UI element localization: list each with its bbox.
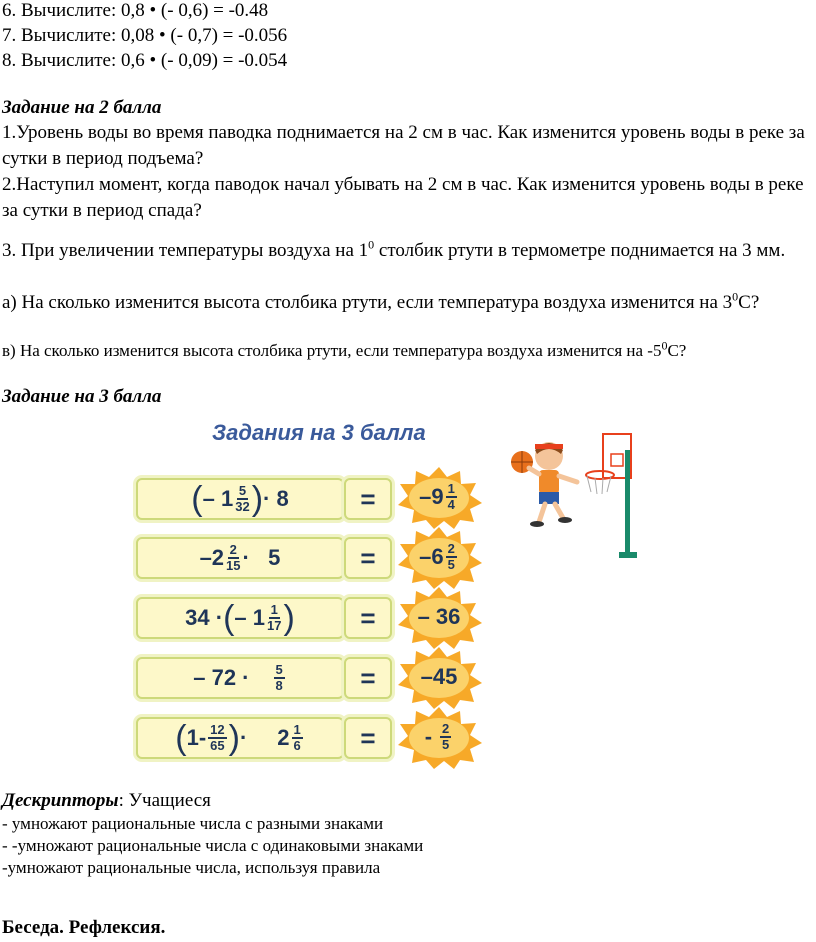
numerator: 1 <box>270 602 278 617</box>
denominator: 5 <box>442 737 450 752</box>
footer-title: Беседа. Рефлексия. <box>2 917 166 938</box>
numerator: 12 <box>210 722 225 737</box>
denominator: 32 <box>235 499 250 514</box>
pb-text: в) На сколько изменится высота столбика ртути, если температура воздуха изменится на -5 <box>2 341 662 360</box>
numerator: 1 <box>447 481 455 496</box>
left-paren: ( <box>223 599 235 637</box>
expr-dot: · <box>239 725 248 750</box>
expr-int-2: 2 <box>277 725 290 750</box>
answer-int: –6 <box>419 544 444 569</box>
numerator: 5 <box>238 483 247 498</box>
denominator: 17 <box>267 618 282 633</box>
expr-int: 1- <box>186 725 207 750</box>
expression-box-2 <box>136 537 344 579</box>
equals-box-2: = <box>344 537 392 579</box>
expr-fraction <box>235 484 249 514</box>
denominator: 65 <box>210 738 225 753</box>
expression-box-3 <box>136 597 344 639</box>
right-paren: ) <box>228 719 240 757</box>
left-paren: ( <box>191 480 203 518</box>
equals-box-5: = <box>344 717 392 759</box>
expr-fraction <box>267 603 281 633</box>
expression-box-4 <box>136 657 344 699</box>
task-line-6: 6. Вычислите: 0,8 • (- 0,6) = -0.48 <box>2 0 269 21</box>
descriptors-label: Дескрипторы <box>2 790 119 811</box>
expr-int: –2 <box>199 545 225 570</box>
right-paren: ) <box>283 599 295 637</box>
left-paren: ( <box>175 719 187 757</box>
denominator: 6 <box>293 738 301 753</box>
expr-head: – 72 · <box>193 665 250 690</box>
answer-fraction <box>446 542 457 572</box>
expr-int: – 1 <box>234 605 266 630</box>
descriptor-1: - умножают рациональные числа с разными знаками <box>2 814 384 833</box>
answer-int: –9 <box>419 484 444 509</box>
p3-text-b: столбик ртути в термометре поднимается на 3 мм. <box>374 240 786 261</box>
task2-problem-1: 1.Уровень воды во время паводка поднимается на 2 см в час. Как изменится уровень воды в реке за сутки в период подъема? <box>2 122 805 169</box>
expr-fraction <box>208 723 226 753</box>
right-paren: ) <box>251 480 264 518</box>
expr-fraction <box>274 663 285 693</box>
expr-fraction <box>226 543 240 573</box>
answer-fraction <box>446 482 457 512</box>
task3-heading: Задание на 3 балла <box>2 386 162 407</box>
numerator: 2 <box>229 542 237 557</box>
numerator: 5 <box>275 662 283 677</box>
pa-degree: 0 <box>732 289 739 304</box>
pb-unit: С? <box>667 341 687 360</box>
descriptors-label-tail: : Учащиеся <box>118 790 211 811</box>
task2-problem-2: 2.Наступил момент, когда паводок начал убывать на 2 см в час. Как изменится уровень воды в реке за сутки в период спада? <box>2 174 804 221</box>
expr-tail: · 8 <box>263 486 289 511</box>
task2-problem-3a <box>2 290 814 316</box>
denominator: 15 <box>226 558 241 573</box>
numerator: 2 <box>447 541 455 556</box>
expr-fraction-2 <box>292 723 303 753</box>
task-line-7: 7. Вычислите: 0,08 • (- 0,7) = -0.056 <box>2 25 288 46</box>
descriptor-2: - -умножают рациональные числа с одинаковыми знаками <box>2 836 424 855</box>
answer-int: - <box>424 724 433 749</box>
equals-box-3: = <box>344 597 392 639</box>
p3-text-a: 3. При увеличении температуры воздуха на 1 <box>2 240 369 261</box>
task2-problem-3 <box>2 238 814 264</box>
answer-fraction <box>440 722 451 752</box>
numerator: 2 <box>442 721 450 736</box>
descriptors-title <box>2 790 211 812</box>
denominator: 4 <box>447 497 455 512</box>
task-line-8: 8. Вычислите: 0,6 • (- 0,09) = -0.054 <box>2 50 288 71</box>
answer-2 <box>394 525 484 589</box>
basketball-player-icon <box>505 430 655 562</box>
p3-degree: 0 <box>368 237 375 252</box>
expression-box-1 <box>136 478 344 520</box>
expr-tail: · 5 <box>242 545 281 570</box>
pb-degree: 0 <box>661 338 668 353</box>
denominator: 8 <box>275 678 283 693</box>
descriptor-3: -умножают рациональные числа, используя правила <box>2 858 381 877</box>
equals-box-1: = <box>344 478 392 520</box>
expr-int: – 1 <box>202 486 234 511</box>
expr-head: 34 · <box>185 605 224 630</box>
card-title: Задания на 3 балла <box>212 420 426 445</box>
answer-4: –45 <box>420 664 458 689</box>
answer-5 <box>394 705 484 769</box>
pa-unit: С? <box>738 292 760 313</box>
numerator: 1 <box>293 722 301 737</box>
task2-heading: Задание на 2 балла <box>2 97 162 118</box>
equals-box-4: = <box>344 657 392 699</box>
task2-problem-3b <box>2 340 686 362</box>
answer-1 <box>394 465 484 529</box>
answer-3: – 36 <box>417 604 461 629</box>
denominator: 5 <box>447 557 455 572</box>
expression-box-5 <box>136 717 344 759</box>
pa-text: а) На сколько изменится высота столбика ртути, если температура воздуха изменится на 3 <box>2 292 733 313</box>
